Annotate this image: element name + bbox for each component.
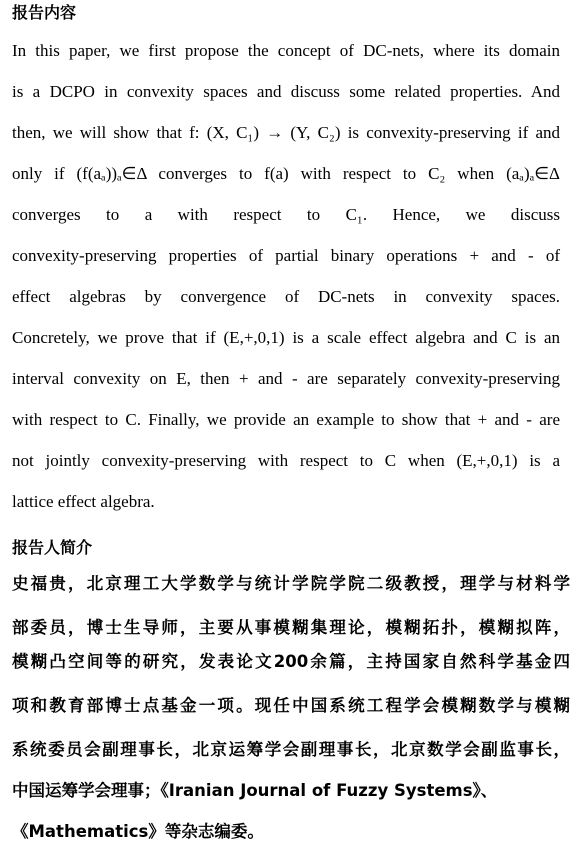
abstract-line: then, we will show that f: (X, C₁) → (Y, C₂) is convexity-preserving if and <box>12 123 560 142</box>
bio-line: 史福贵，北京理工大学数学与统计学院学院二级教授，理学与材料学 <box>12 574 570 593</box>
bio-line: 项和教育部博士点基金一项。现任中国系统工程学会模糊数学与模糊 <box>12 696 570 715</box>
abstract-line: converges to a with respect to C₁. Hence, we discuss <box>12 205 560 224</box>
abstract-line: In this paper, we first propose the concept of DC-nets, where its domain <box>12 41 560 60</box>
abstract-line: with respect to C. Finally, we provide an example to show that + and - are <box>12 410 560 429</box>
bio-line: 系统委员会副理事长，北京运筹学会副理事长，北京数学会副监事长， <box>12 740 570 759</box>
bio-line: 《Mathematics》等杂志编委。 <box>12 822 264 841</box>
report-content-heading: 报告内容 <box>12 3 77 22</box>
abstract-line: not jointly convexity-preserving with respect to C when (E,+,0,1) is a <box>12 451 560 470</box>
abstract-line: Concretely, we prove that if (E,+,0,1) is a scale effect algebra and C is an <box>12 328 560 347</box>
abstract-line: lattice effect algebra. <box>12 492 155 511</box>
bio-line: 中国运筹学会理事；《Iranian Journal of Fuzzy Systems》、 <box>12 781 498 800</box>
bio-line: 模糊凸空间等的研究，发表论文200余篇，主持国家自然科学基金四 <box>12 652 570 671</box>
abstract-line: is a DCPO in convexity spaces and discuss some related properties. And <box>12 82 560 101</box>
abstract-line: convexity-preserving properties of partial binary operations + and - of <box>12 246 560 265</box>
abstract-line: interval convexity on E, then + and - are separately convexity-preserving <box>12 369 560 388</box>
bio-line: 部委员，博士生导师，主要从事模糊集理论，模糊拓扑，模糊拟阵， <box>12 618 570 637</box>
speaker-bio-heading: 报告人简介 <box>12 538 93 557</box>
abstract-line: only if (f(aₐ))ₐ∈Δ converges to f(a) with respect to C₂ when (aₐ)ₐ∈Δ <box>12 164 560 183</box>
abstract-line: effect algebras by convergence of DC-nets in convexity spaces. <box>12 287 560 306</box>
